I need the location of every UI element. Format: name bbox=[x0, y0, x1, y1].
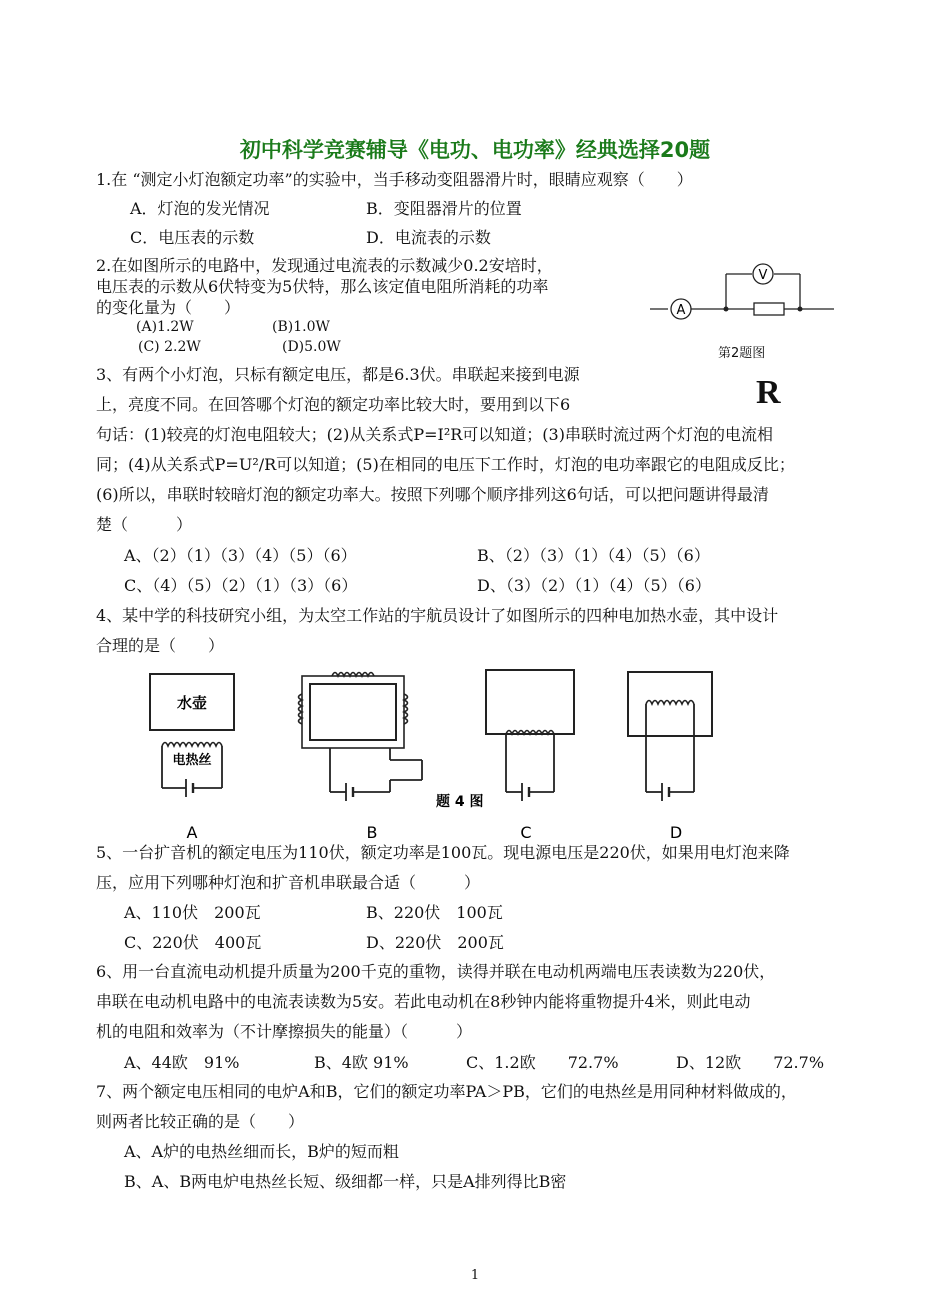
q2-figure-caption: 第2题图 bbox=[718, 346, 766, 361]
svg-text:C: C bbox=[520, 823, 532, 842]
q6-line1: 6、用一台直流电动机提升质量为200千克的重物，读得并联在电动机两端电压表读数为220伏， bbox=[96, 962, 776, 981]
q1-stem: 1.在 “测定小灯泡额定功率”的实验中，当手移动变阻器滑片时，眼睛应观察（ ） bbox=[96, 170, 693, 189]
q4-line2: 合理的是（ ） bbox=[96, 636, 225, 655]
q6-option-b: B、4欧 91% bbox=[314, 1053, 409, 1072]
q5-line2: 压，应用下列哪种灯泡和扩音机串联最合适（ ） bbox=[96, 873, 481, 892]
q6-option-d: D、12欧 72.7% bbox=[676, 1053, 825, 1072]
q3-option-d: D、（3）（2）（1）（4）（5）（6） bbox=[477, 576, 711, 595]
q1-option-b: B．变阻器滑片的位置 bbox=[366, 199, 522, 218]
q3-line3: 句话：(1)较亮的灯泡电阻较大；(2)从关系式P=I²R可以知道；(3)串联时流过两个灯泡的电流相 bbox=[96, 425, 773, 444]
resistor-icon bbox=[754, 303, 784, 315]
svg-text:D: D bbox=[669, 823, 683, 842]
svg-text:电热丝: 电热丝 bbox=[172, 753, 212, 768]
q4-figure-caption: 题 4 图 bbox=[436, 794, 484, 810]
q4-line1: 4、某中学的科技研究小组，为太空工作站的宇航员设计了如图所示的四种电加热水壶，其中设计 bbox=[96, 606, 779, 625]
svg-text:A: A bbox=[186, 823, 198, 842]
q3-line1: 3、有两个小灯泡，只标有额定电压，都是6.3伏。串联起来接到电源 bbox=[96, 365, 580, 384]
q2-line2: 电压表的示数从6伏特变为5伏特，那么该定值电阻所消耗的功率 bbox=[96, 277, 549, 296]
q7-line2: 则两者比较正确的是（ ） bbox=[96, 1112, 305, 1131]
q4-kettle-diagrams bbox=[140, 660, 740, 845]
q6-line3: 机的电阻和效率为（不计摩擦损失的能量）（ ） bbox=[96, 1022, 473, 1041]
q3-option-c: C、（4）（5）（2）（1）（3）（6） bbox=[124, 576, 358, 595]
page-title: 初中科学竞赛辅导《电功、电功率》经典选择20题 bbox=[239, 138, 711, 162]
q7-line1: 7、两个额定电压相同的电炉A和B，它们的额定功率PA＞PB，它们的电热丝是用同种材料做成的， bbox=[96, 1082, 797, 1101]
q1-option-a: A．灯泡的发光情况 bbox=[130, 199, 270, 218]
page-number: 1 bbox=[470, 1268, 480, 1283]
kettle-design-d bbox=[628, 672, 712, 842]
q5-option-c: C、220伏 400瓦 bbox=[124, 933, 262, 952]
kettle-design-a bbox=[150, 674, 234, 842]
q5-option-b: B、220伏 100瓦 bbox=[366, 903, 503, 922]
svg-text:A: A bbox=[676, 303, 686, 318]
q2-option-c: (C) 2.2W bbox=[138, 339, 201, 355]
q6-line2: 串联在电动机电路中的电流表读数为5安。若此电动机在8秒钟内能将重物提升4米，则此电动 bbox=[96, 992, 751, 1011]
q1-option-d: D．电流表的示数 bbox=[366, 228, 491, 247]
q2-line1: 2.在如图所示的电路中，发现通过电流表的示数减少0.2安培时， bbox=[96, 256, 553, 275]
q2-line3: 的变化量为（ ） bbox=[96, 298, 241, 317]
svg-text:V: V bbox=[758, 268, 768, 283]
svg-text:B: B bbox=[366, 823, 378, 842]
q2-big-letter: R bbox=[756, 374, 781, 411]
q5-line1: 5、一台扩音机的额定电压为110伏，额定功率是100瓦。现电源电压是220伏，如果用电灯泡来降 bbox=[96, 843, 790, 862]
q6-option-c: C、1.2欧 72.7% bbox=[466, 1053, 619, 1072]
q3-option-a: A、（2）（1）（3）（4）（5）（6） bbox=[124, 546, 357, 565]
q2-option-d: (D)5.0W bbox=[282, 339, 341, 355]
q7-option-a: A、A炉的电热丝细而长，B炉的短而粗 bbox=[124, 1142, 399, 1161]
q2-option-a: (A)1.2W bbox=[136, 319, 194, 335]
q3-line6: 楚（ ） bbox=[96, 515, 193, 534]
kettle-design-c bbox=[486, 670, 574, 842]
svg-text:水壶: 水壶 bbox=[176, 694, 208, 712]
q2-option-b: (B)1.0W bbox=[272, 319, 330, 335]
q3-line5: (6)所以，串联时较暗灯泡的额定功率大。按照下列哪个顺序排列这6句话，可以把问题讲得最清 bbox=[96, 485, 769, 504]
q3-line4: 同；(4)从关系式P=U²/R可以知道；(5)在相同的电压下工作时，灯泡的电功率跟它的电阻成反比； bbox=[96, 455, 795, 474]
q7-option-b: B、A、B两电炉电热丝长短、级细都一样，只是A排列得比B密 bbox=[124, 1172, 567, 1191]
kettle-design-b bbox=[299, 673, 423, 843]
q2-circuit-diagram bbox=[644, 256, 844, 328]
q6-option-a: A、44欧 91% bbox=[124, 1053, 240, 1072]
q5-option-a: A、110伏 200瓦 bbox=[124, 903, 261, 922]
q3-line2: 上，亮度不同。在回答哪个灯泡的额定功率比较大时，要用到以下6 bbox=[96, 395, 571, 414]
q3-option-b: B、（2）（3）（1）（4）（5）（6） bbox=[477, 546, 710, 565]
q5-option-d: D、220伏 200瓦 bbox=[366, 933, 504, 952]
q1-option-c: C．电压表的示数 bbox=[130, 228, 255, 247]
